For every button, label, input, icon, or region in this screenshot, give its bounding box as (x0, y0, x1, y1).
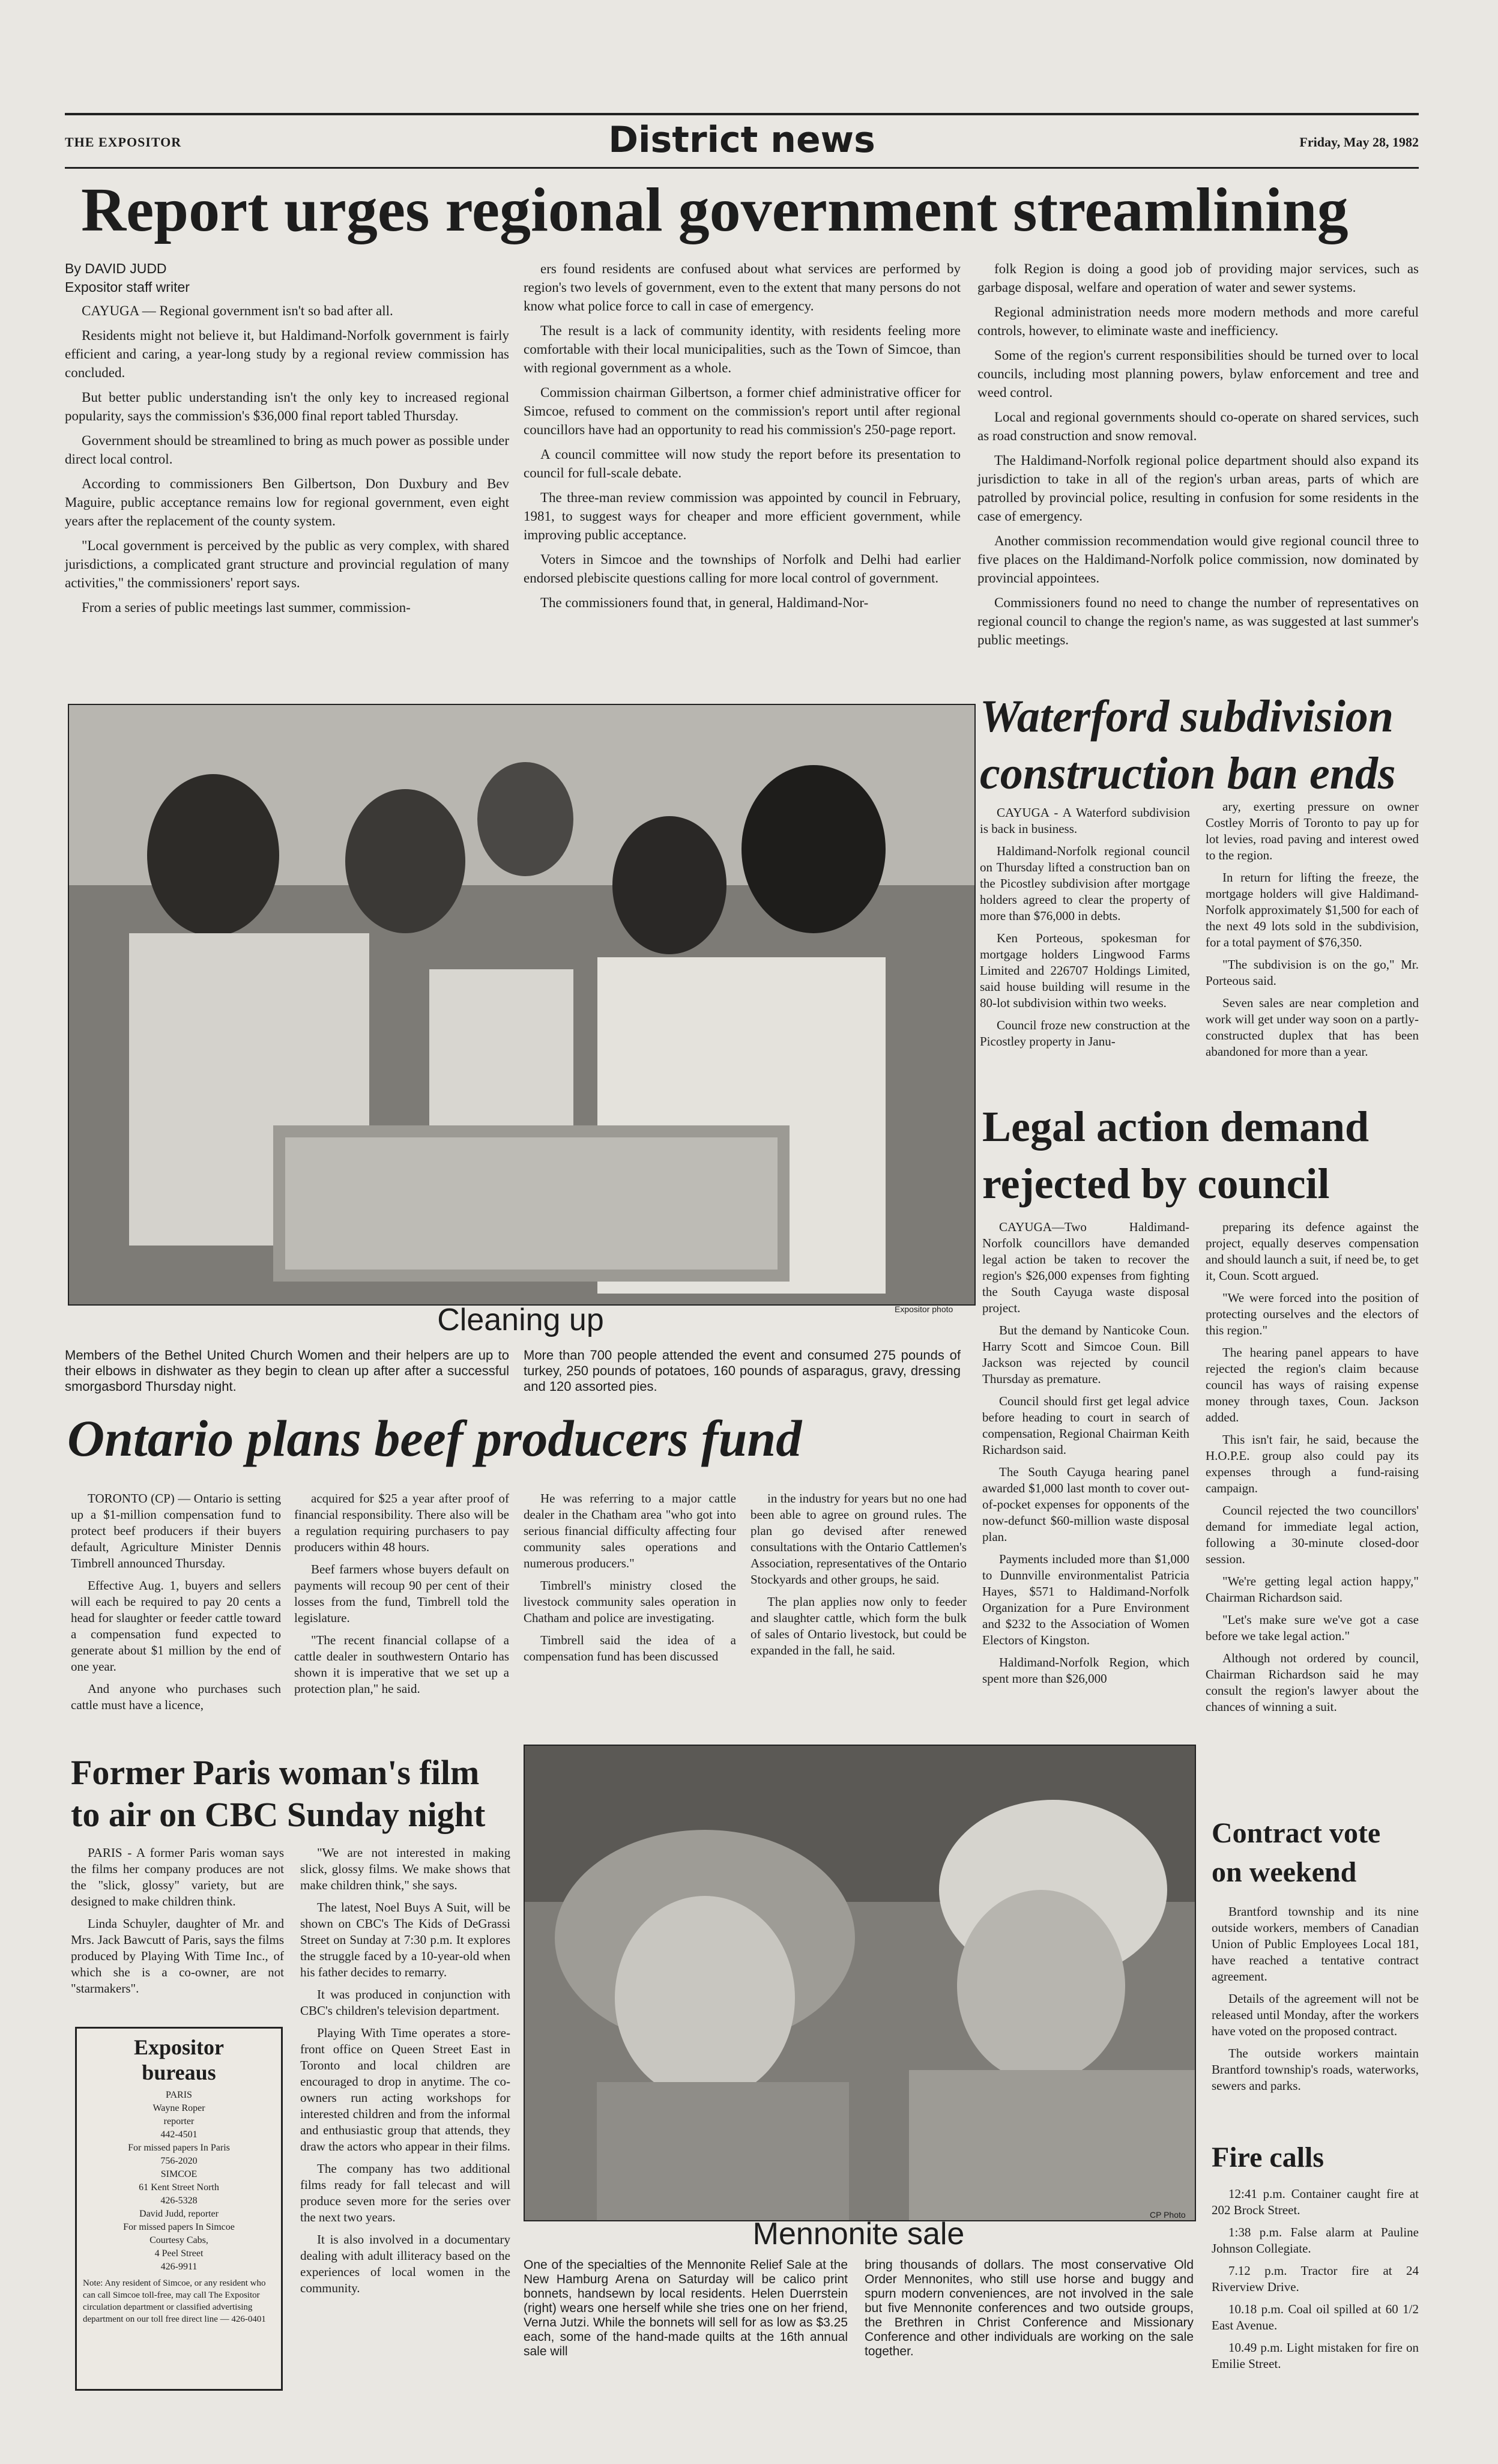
bureau-line: reporter (163, 2116, 195, 2126)
article-paragraph: But the demand by Nanticoke Coun. Harry Scott and Simcoe Coun. Bill Jackson was rejected by council Thursday as premature. (982, 1323, 1189, 1386)
bureau-line: David Judd, reporter (139, 2209, 219, 2219)
fire-call-item: 10.49 p.m. Light mistaken for fire on Emilie Street. (1212, 2340, 1419, 2371)
article-paragraph: "Let's make sure we've got a case before we take legal action." (1206, 1612, 1419, 1643)
article-paragraph: Haldimand-Norfolk Region, which spent more than $26,000 (982, 1655, 1189, 1686)
article-paragraph: According to commissioners Ben Gilbertson, Don Duxbury and Bev Maguire, public acceptance remains low for regional government, even eight years after the replacement of the county system. (65, 476, 509, 528)
photo-mennonite-sale-image (525, 1746, 1195, 2220)
contract-column (1212, 1904, 1419, 2100)
fire-call-item: 1:38 p.m. False alarm at Pauline Johnson Collegiate. (1212, 2225, 1419, 2256)
headline-waterford-2: construction ban ends (980, 748, 1396, 799)
article-paragraph: acquired for $25 a year after proof of financial responsibility. There also will be a regulation requiring purchasers to pay producers within 48 hours. (294, 1491, 509, 1554)
article-paragraph: The outside workers maintain Brantford township's roads, waterworks, sewers and parks. (1212, 2046, 1419, 2093)
article-paragraph: A council committee will now study the report before its presentation to council for full-scale debate. (524, 447, 961, 480)
article-paragraph: In return for lifting the freeze, the mortgage holders will give Haldimand-Norfolk approximately $1,500 for each of the next 49 lots sold in the subdivision, for a total payment of $76,350. (1206, 870, 1419, 949)
beef-column-4 (751, 1491, 967, 1665)
article-paragraph: The latest, Noel Buys A Suit, will be shown on CBC's The Kids of DeGrassi Street on Sunday at 7:30 p.m. It explores the struggle faced by a 10-year-old when his father decides to remarry. (300, 1900, 510, 1979)
article-paragraph: The result is a lack of community identity, with residents feeling more comfortable with their local municipalities, such as the Town of Simcoe, than with regional government as a whole. (524, 323, 961, 375)
paris-column-1 (71, 1845, 284, 2003)
article-paragraph: Government should be streamlined to bring as much power as possible under direct local control. (65, 433, 509, 467)
regional-column-1 (65, 259, 509, 623)
regional-column-1-text (65, 301, 509, 617)
article-paragraph: The South Cayuga hearing panel awarded $1,000 last month to cover out-of-pocket expenses for opponents of the now-defunct $60-million waste disposal plan. (982, 1465, 1189, 1544)
paris-column-2 (300, 1845, 510, 2302)
fire-call-item: 7.12 p.m. Tractor fire at 24 Riverview Drive. (1212, 2263, 1419, 2294)
legal-column-2 (1206, 1219, 1419, 1721)
article-paragraph: The plan applies now only to feeder and slaughter cattle, which form the bulk of sales of Ontario livestock, but could be expanded in the fall, he said. (751, 1594, 967, 1657)
headline-legal-2: rejected by council (982, 1160, 1330, 1208)
regional-column-2 (524, 259, 961, 618)
article-paragraph: From a series of public meetings last summer, commission- (82, 600, 411, 615)
article-paragraph: CAYUGA — Regional government isn't so bad after all. (82, 303, 393, 318)
bureau-line: 756-2020 (160, 2156, 198, 2166)
fire-calls-list (1212, 2186, 1419, 2378)
headline-contract-2: on weekend (1212, 1856, 1357, 1888)
article-paragraph: "We're getting legal action happy," Chairman Richardson said. (1206, 1574, 1419, 1605)
bureau-line: 442-4501 (160, 2130, 198, 2140)
article-paragraph: Council froze new construction at the Picostley property in Janu- (980, 1018, 1190, 1049)
bureau-line: 426-5328 (160, 2196, 198, 2206)
article-paragraph: ers found residents are confused about what services are performed by region's two levels of government, even to the extent that many persons do not know what police force to call in case of emergency. (524, 261, 961, 313)
fire-call-item: 10.18 p.m. Coal oil spilled at 60 1/2 East Avenue. (1212, 2302, 1419, 2332)
article-paragraph: Local and regional governments should co-operate on shared services, such as road construction and snow removal. (977, 410, 1419, 443)
article-paragraph: Regional administration needs more modern methods and more careful controls, however, to eliminate waste and inefficiency. (977, 304, 1419, 338)
article-paragraph: Another commission recommendation would give regional council three to five places on the Haldimand-Norfolk police commission, now dominated by provincial appointees. (977, 533, 1419, 586)
photo-cleaning-up-caption-1: Members of the Bethel United Church Women and their helpers are up to their elbows in dishwater as they begin to clean up after after a successful smorgasbord Thursday night. (65, 1348, 509, 1394)
article-paragraph: Linda Schuyler, daughter of Mr. and Mrs. Jack Bawcutt of Paris, says the films produced by Playing With Time Inc., of which she is a co-owner, are not "starmakers". (71, 1916, 284, 1996)
article-paragraph: Although not ordered by council, Chairman Richardson said he may consult the region's lawyer about the chances of winning a suit. (1206, 1651, 1419, 1714)
article-paragraph: TORONTO (CP) — Ontario is setting up a $1-million compensation fund to protect beef producers if their buyers default, Agriculture Minister Dennis Timbrell announced Thursday. (71, 1491, 281, 1570)
article-paragraph: Ken Porteous, spokesman for mortgage holders Lingwood Farms Limited and 226707 Holdings Limited, said house building will resume in the 80-lot subdivision within two weeks. (980, 931, 1190, 1010)
article-paragraph: Beef farmers whose buyers default on payments will recoup 90 per cent of their losses from the fund, Timbrell told the legislature. (294, 1562, 509, 1625)
article-paragraph: The Haldimand-Norfolk regional police department should also expand its jurisdiction to take in all of the region's urban areas, parts of which are patrolled by provincial police, resulting in confusion for some residents in the case of emergency. (977, 453, 1419, 524)
article-paragraph: Timbrell's ministry closed the livestock community sales operation in Chatham and police are investigating. (524, 1578, 736, 1625)
article-paragraph: folk Region is doing a good job of providing major services, such as garbage disposal, welfare and operation of water and sewer systems. (977, 261, 1419, 295)
headline-legal-1: Legal action demand (982, 1103, 1370, 1151)
article-paragraph: in the industry for years but no one had been able to agree on ground rules. The plan go devised after renewed consultations with the Ontario Cattlemen's Association, representatives of the Ontario Stockyards and other groups, he said. (751, 1491, 967, 1587)
bureaus-box (75, 2027, 283, 2391)
article-paragraph: Effective Aug. 1, buyers and sellers will each be required to pay 20 cents a head for slaughter or feeder cattle toward a compensation fund expected to generate about $1 million by the end of one year. (71, 1578, 281, 1674)
article-paragraph: CAYUGA - A Waterford subdivision is back in business. (980, 805, 1190, 836)
article-paragraph: Commissioners found no need to change the number of representatives on regional council to change the region's name, as was suggested at last summer's public meetings. (977, 595, 1419, 647)
beef-column-2 (294, 1491, 509, 1703)
photo-cleaning-up-caption-2: More than 700 people attended the event and consumed 275 pounds of turkey, 250 pounds of potatoes, 160 pounds of asparagus, gravy, dressing and 120 assorted pies. (524, 1348, 961, 1394)
fire-call-item: 12:41 p.m. Container caught fire at 202 Brock Street. (1212, 2187, 1419, 2217)
legal-column-1 (982, 1219, 1189, 1693)
article-paragraph: preparing its defence against the project, equally deserves compensation and should launch a suit, if need be, to get it, Coun. Scott argued. (1206, 1220, 1419, 1283)
bureau-line: Wayne Roper (153, 2103, 205, 2113)
bureau-line: 426-9911 (160, 2262, 198, 2272)
photo-mennonite-sale (524, 1745, 1196, 2221)
headline-waterford-1: Waterford subdivision (980, 691, 1394, 742)
bureaus-box-note: Note: Any resident of Simcoe, or any resident who can call Simcoe toll-free, may call The Expositor circulation department or classified advertising department on our toll free direct line — 426-0401 (83, 2278, 266, 2324)
article-paragraph: Residents might not believe it, but Haldimand-Norfolk government is fairly efficient and caring, a year-long study by a regional review commission has concluded. (65, 328, 509, 380)
article-paragraph: The three-man review commission was appointed by council in February, 1981, to suggest ways for cheaper and more efficient government, while improving public acceptance. (524, 490, 961, 542)
photo-cleaning-up-title: Cleaning up (437, 1303, 604, 1337)
byline-author: By DAVID JUDD (65, 261, 167, 276)
article-paragraph: "The subdivision is on the go," Mr. Porteous said. (1206, 957, 1419, 988)
headline-paris-1: Former Paris woman's film (71, 1753, 480, 1792)
bureau-line: SIMCOE (160, 2169, 198, 2179)
beef-column-3 (524, 1491, 736, 1671)
article-paragraph: Details of the agreement will not be released until Monday, after the workers have voted on the proposed contract. (1212, 1991, 1419, 2038)
article-paragraph: The commissioners found that, in general, Haldimand-Nor- (540, 595, 869, 610)
photo-mennonite-credit: CP Photo (1150, 2210, 1186, 2220)
bureau-line: For missed papers In Paris (128, 2143, 230, 2153)
bureaus-box-lines (77, 2089, 281, 2274)
article-paragraph: Some of the region's current responsibilities should be turned over to local councils, including most planning powers, bylaw enforcement and tree and weed control. (977, 348, 1419, 400)
masthead-section-title: District news (608, 119, 875, 161)
bureau-line: 4 Peel Street (154, 2248, 204, 2259)
bureau-line: PARIS (166, 2090, 192, 2100)
article-paragraph: Brantford township and its nine outside workers, members of Canadian Union of Public Employees Local 181, have reached a tentative contract agreement. (1212, 1904, 1419, 1984)
beef-column-1 (71, 1491, 281, 1719)
article-paragraph: Commission chairman Gilbertson, a former chief administrative officer for Simcoe, refused to comment on the commission's report until after regional councillors have had an opportunity to read his commission's 250-page report. (524, 385, 961, 437)
article-paragraph: CAYUGA—Two Haldimand-Norfolk councillors have demanded legal action be taken to recover the region's $26,000 expenses from fighting the South Cayuga waste disposal project. (982, 1220, 1189, 1315)
photo-mennonite-title: Mennonite sale (752, 2217, 965, 2251)
article-paragraph: "Local government is perceived by the public as very complex, with shared jurisdictions, a complicated grant structure and provincial regulation of many activities," the commissioners' report says. (65, 538, 509, 590)
article-paragraph: It is also involved in a documentary dealing with adult illiteracy based on the experiences of local women in the community. (300, 2232, 510, 2295)
photo-mennonite-caption-2: bring thousands of dollars. The most conservative Old Order Mennonites, who still use horse and buggy and spurn modern conveniences, are not involved in the sale but five Mennonite conferences and two outside groups, the Brethren in Christ Conference and Missionary Conference and other individuals are working on the sale together. (865, 2258, 1194, 2358)
article-paragraph: Voters in Simcoe and the townships of Norfolk and Delhi had earlier endorsed plebiscite questions calling for more local control of government. (524, 552, 961, 586)
article-paragraph: PARIS - A former Paris woman says the films her company produces are not the "slick, glossy" variety, but are designed to make children think. (71, 1845, 284, 1909)
photo-cleaning-up-credit: Expositor photo (895, 1304, 953, 1314)
article-paragraph: ary, exerting pressure on owner Costley Morris of Toronto to pay up for lot levies, road paving and interest owed to the region. (1206, 799, 1419, 862)
article-paragraph: "We were forced into the position of protecting ourselves and the electors of this region." (1206, 1291, 1419, 1337)
waterford-column-1 (980, 805, 1190, 1056)
bureaus-box-title-1: Expositor (133, 2035, 224, 2059)
photo-mennonite-caption-1: One of the specialties of the Mennonite Relief Sale at the New Hamburg Arena on Saturday will be calico print bonnets, handsewn by local residents. Helen Duerrstein (right) wears one herself while she tries one on her friend, Verna Jutzi. While the bonnets will sell for as low as $3.25 each, some of the hand-made quilts at the 16th annual sale will (524, 2258, 848, 2358)
article-paragraph: But better public understanding isn't the only key to increased regional popularity, says the commission's $36,000 final report tabled Thursday. (65, 390, 509, 423)
headline-fire-calls: Fire calls (1212, 2142, 1324, 2173)
article-paragraph: "The recent financial collapse of a cattle dealer in southwestern Ontario has shown it is imperative that we set up a protection plan," he said. (294, 1633, 509, 1696)
article-paragraph: The company has two additional films ready for fall telecast and will produce seven more for the series over the next two years. (300, 2161, 510, 2224)
article-paragraph: The hearing panel appears to have rejected the region's claim because council has ways of raising expense money through taxes, Coun. Jackson added. (1206, 1345, 1419, 1424)
article-paragraph: Council rejected the two councillors' demand for immediate legal action, following a 30-minute closed-door session. (1206, 1503, 1419, 1566)
bureau-line: Courtesy Cabs, (149, 2235, 208, 2245)
article-paragraph: Timbrell said the idea of a compensation fund has been discussed (524, 1633, 736, 1663)
byline-title: Expositor staff writer (65, 279, 190, 295)
photo-cleaning-up-image (69, 705, 974, 1304)
masthead-date: Friday, May 28, 1982 (1299, 135, 1419, 150)
waterford-column-2 (1206, 799, 1419, 1066)
masthead (65, 113, 1419, 169)
article-paragraph: It was produced in conjunction with CBC's children's television department. (300, 1987, 510, 2018)
article-paragraph: He was referring to a major cattle dealer in the Chatham area "who got into serious financial difficulty affecting four community sales operations and numerous producers." (524, 1491, 736, 1570)
article-paragraph: Payments included more than $1,000 to Dunnville environmentalist Patricia Hayes, $571 to Haldimand-Norfolk Organization for a Pure Environment and $232 to the Association of Women Electors of Kingston. (982, 1552, 1189, 1647)
photo-cleaning-up (68, 704, 976, 1306)
bureaus-box-title-2: bureaus (142, 2060, 216, 2084)
bureau-line: For missed papers In Simcoe (123, 2222, 235, 2232)
article-paragraph: And anyone who purchases such cattle must have a licence, (71, 1682, 281, 1712)
article-paragraph: Playing With Time operates a store-front office on Queen Street East in Toronto and local children are encouraged to drop in anytime. The co-owners run acting workshops for interested children and from the informal and enthusiastic group that attends, they draw the actors who appear in their films. (300, 2026, 510, 2154)
article-paragraph: Haldimand-Norfolk regional council on Thursday lifted a construction ban on the Picostley subdivision after mortgage holders agreed to clear the property of more than $76,000 in debts. (980, 844, 1190, 923)
article-paragraph: Council should first get legal advice before heading to court in search of compensation, Regional Chairman Keith Richardson said. (982, 1394, 1189, 1457)
headline-contract-1: Contract vote (1212, 1817, 1381, 1849)
regional-column-3 (977, 259, 1419, 655)
headline-regional: Report urges regional government streamlining (81, 175, 1349, 244)
article-paragraph: "We are not interested in making slick, glossy films. We make shows that make children think," she says. (300, 1845, 510, 1892)
article-paragraph: This isn't fair, he said, because the H.O.P.E. group also could pay its expenses through a fund-raising campaign. (1206, 1432, 1419, 1495)
masthead-paper-name: THE EXPOSITOR (65, 135, 182, 150)
article-paragraph: Seven sales are near completion and work will get under way soon on a partly-constructed duplex that has been abandoned for more than a year. (1206, 996, 1419, 1059)
headline-beef: Ontario plans beef producers fund (67, 1409, 802, 1467)
bureau-line: 61 Kent Street North (139, 2182, 219, 2193)
headline-paris-2: to air on CBC Sunday night (71, 1795, 486, 1834)
